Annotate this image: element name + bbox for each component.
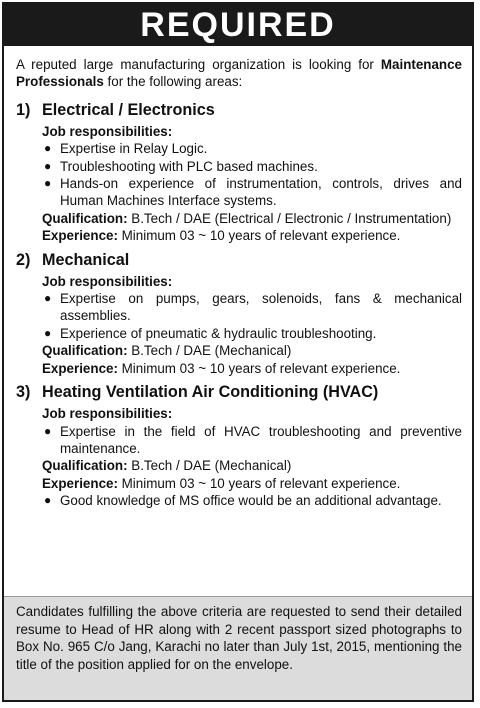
qualification-value: B.Tech / DAE (Electrical / Electronic / Instrumentation)	[127, 210, 452, 226]
intro-paragraph	[16, 56, 462, 91]
experience-line	[42, 360, 462, 377]
list-item-text: Hands-on experience of instrumentation, controls, drives and Human Machines Interface systems.	[60, 176, 462, 209]
responsibilities-list	[42, 140, 462, 210]
experience-line	[42, 475, 462, 492]
qualification-label: Qualification:	[42, 343, 128, 359]
section-title-text: Electrical / Electronics	[42, 100, 215, 119]
section-hvac	[16, 381, 462, 509]
bullet-dot-icon: ●	[44, 176, 52, 191]
bullet-dot-icon: ●	[44, 423, 52, 438]
intro-text-before: A reputed large manufacturing organization is looking for	[16, 57, 381, 72]
section-electrical	[16, 99, 462, 245]
list-item-text: Troubleshooting with PLC based machines.	[60, 158, 318, 174]
list-item-text: Expertise on pumps, gears, solenoids, fans & mechanical assemblies.	[60, 291, 462, 324]
footer-text: Candidates fulfilling the above criteria are requested to send their detailed resume to Head of HR along with 2 recent passport sized photographs to Box No. 965 C/o Jang, Karachi no later than July 1st, 2015, mentioning the title of the position applied for on the envelope.	[16, 604, 462, 672]
ad-content	[4, 46, 472, 510]
experience-line	[42, 227, 462, 244]
qualification-label: Qualification:	[42, 458, 128, 474]
experience-value: Minimum 03 ~ 10 years of relevant experience.	[117, 360, 401, 376]
qualification-line	[42, 210, 462, 227]
ad-header	[4, 4, 472, 46]
bullet-dot-icon: ●	[44, 141, 52, 156]
bullet-dot-icon: ●	[44, 325, 52, 340]
qualification-value: B.Tech / DAE (Mechanical)	[127, 458, 292, 474]
list-item	[42, 290, 462, 325]
section-number: 2)	[16, 250, 31, 269]
bullet-dot-icon: ●	[44, 493, 52, 508]
list-item	[42, 325, 462, 342]
intro-bold: Maintenance Professionals	[16, 57, 462, 90]
intro-text-after: for the following areas:	[103, 74, 243, 90]
qualification-label: Qualification:	[42, 210, 128, 226]
list-item	[42, 492, 462, 509]
list-item-text: Expertise in the field of HVAC troubleshooting and preventive maintenance.	[60, 423, 462, 456]
job-advertisement	[2, 2, 474, 702]
section-number: 3)	[16, 383, 31, 402]
bullet-dot-icon: ●	[44, 291, 52, 306]
list-item	[42, 158, 462, 175]
list-item-text: Expertise in Relay Logic.	[60, 141, 208, 157]
application-instructions	[4, 596, 472, 700]
qualification-value: B.Tech / DAE (Mechanical)	[127, 343, 292, 359]
experience-value: Minimum 03 ~ 10 years of relevant experience.	[117, 228, 401, 244]
additional-list	[42, 492, 462, 509]
list-item-text: Good knowledge of MS office would be an additional advantage.	[60, 493, 442, 509]
responsibilities-list	[42, 423, 462, 458]
section-title	[16, 381, 462, 403]
qualification-line	[42, 342, 462, 359]
section-number: 1)	[16, 100, 31, 119]
responsibilities-list	[42, 290, 462, 342]
experience-label: Experience:	[42, 228, 118, 244]
list-item	[42, 140, 462, 157]
qualification-line	[42, 457, 462, 474]
list-item	[42, 423, 462, 458]
experience-value: Minimum 03 ~ 10 years of relevant experience.	[117, 475, 401, 491]
bullet-dot-icon: ●	[44, 158, 52, 173]
section-title	[16, 249, 462, 271]
experience-label: Experience:	[42, 360, 118, 376]
section-body	[42, 123, 462, 245]
responsibilities-label: Job responsibilities:	[42, 406, 173, 422]
section-title-text: Heating Ventilation Air Conditioning (HVAC)	[42, 383, 379, 402]
responsibilities-label: Job responsibilities:	[42, 273, 173, 289]
responsibilities-label: Job responsibilities:	[42, 123, 173, 139]
list-item	[42, 175, 462, 210]
section-body	[42, 405, 462, 509]
section-title	[16, 99, 462, 121]
ad-title: REQUIRED	[140, 5, 336, 44]
section-title-text: Mechanical	[42, 250, 130, 269]
list-item-text: Experience of pneumatic & hydraulic troubleshooting.	[60, 325, 377, 341]
experience-label: Experience:	[42, 475, 118, 491]
section-body	[42, 273, 462, 377]
section-mechanical	[16, 249, 462, 377]
